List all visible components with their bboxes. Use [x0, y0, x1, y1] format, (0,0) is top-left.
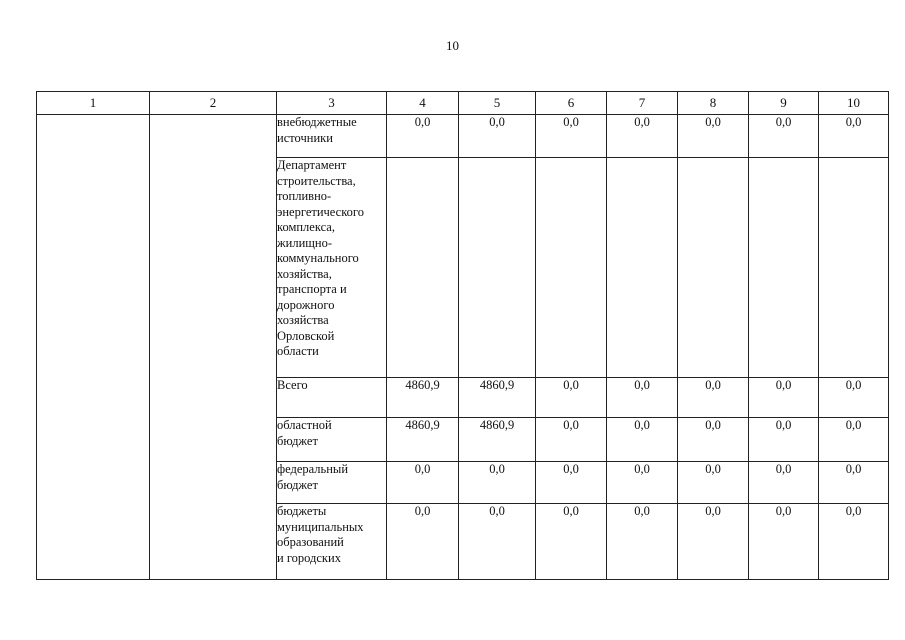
- header-cell-10: 10: [819, 92, 889, 115]
- value-cell: 0,0: [607, 504, 678, 580]
- value-cell: [819, 158, 889, 378]
- value-cell: 0,0: [387, 115, 459, 158]
- value-cell: 0,0: [536, 378, 607, 418]
- header-cell-7: 7: [607, 92, 678, 115]
- value-cell: 0,0: [678, 462, 749, 504]
- value-cell: 0,0: [819, 462, 889, 504]
- value-cell: 0,0: [678, 378, 749, 418]
- value-cell: [536, 158, 607, 378]
- header-cell-1: 1: [37, 92, 150, 115]
- value-cell: 4860,9: [459, 418, 536, 462]
- header-row: [37, 92, 889, 115]
- value-cell: 0,0: [819, 378, 889, 418]
- value-cell: 0,0: [607, 115, 678, 158]
- value-cell: 0,0: [536, 504, 607, 580]
- value-cell: 0,0: [536, 462, 607, 504]
- page-number: 10: [446, 38, 459, 53]
- value-cell: 0,0: [819, 504, 889, 580]
- value-cell: 0,0: [459, 504, 536, 580]
- header-cell-8: 8: [678, 92, 749, 115]
- value-cell: 0,0: [819, 418, 889, 462]
- value-cell: 4860,9: [459, 378, 536, 418]
- header-cell-5: 5: [459, 92, 536, 115]
- value-cell: 4860,9: [387, 418, 459, 462]
- header-cell-3: 3: [277, 92, 387, 115]
- table-row: [37, 115, 889, 158]
- value-cell: 0,0: [749, 378, 819, 418]
- value-cell: 0,0: [607, 418, 678, 462]
- row-label: областной бюджет: [277, 418, 387, 462]
- value-cell: [749, 158, 819, 378]
- header-cell-4: 4: [387, 92, 459, 115]
- value-cell: 0,0: [749, 418, 819, 462]
- row-label: внебюджетные источники: [277, 115, 387, 158]
- value-cell: 0,0: [607, 378, 678, 418]
- value-cell: 0,0: [536, 115, 607, 158]
- value-cell: 0,0: [607, 462, 678, 504]
- value-cell: [387, 158, 459, 378]
- value-cell: 0,0: [459, 462, 536, 504]
- value-cell: [459, 158, 536, 378]
- merged-cell-col-2: [150, 115, 277, 580]
- header-cell-9: 9: [749, 92, 819, 115]
- value-cell: 4860,9: [387, 378, 459, 418]
- value-cell: 0,0: [387, 504, 459, 580]
- value-cell: 0,0: [678, 115, 749, 158]
- value-cell: 0,0: [749, 462, 819, 504]
- row-label: Департамент строительства, топливно- энергетического комплекса, жилищно- коммунального хозяйства, транспорта и дорожного хозяйства Орловской области: [277, 158, 387, 378]
- budget-table: [36, 91, 889, 580]
- row-label: федеральный бюджет: [277, 462, 387, 504]
- value-cell: 0,0: [819, 115, 889, 158]
- value-cell: 0,0: [749, 115, 819, 158]
- value-cell: 0,0: [536, 418, 607, 462]
- value-cell: [678, 158, 749, 378]
- value-cell: [607, 158, 678, 378]
- value-cell: 0,0: [387, 462, 459, 504]
- row-label: Всего: [277, 378, 387, 418]
- value-cell: 0,0: [459, 115, 536, 158]
- value-cell: 0,0: [678, 504, 749, 580]
- header-cell-6: 6: [536, 92, 607, 115]
- value-cell: 0,0: [678, 418, 749, 462]
- value-cell: 0,0: [749, 504, 819, 580]
- row-label: бюджеты муниципальных образований и городских: [277, 504, 387, 580]
- header-cell-2: 2: [150, 92, 277, 115]
- merged-cell-col-1: [37, 115, 150, 580]
